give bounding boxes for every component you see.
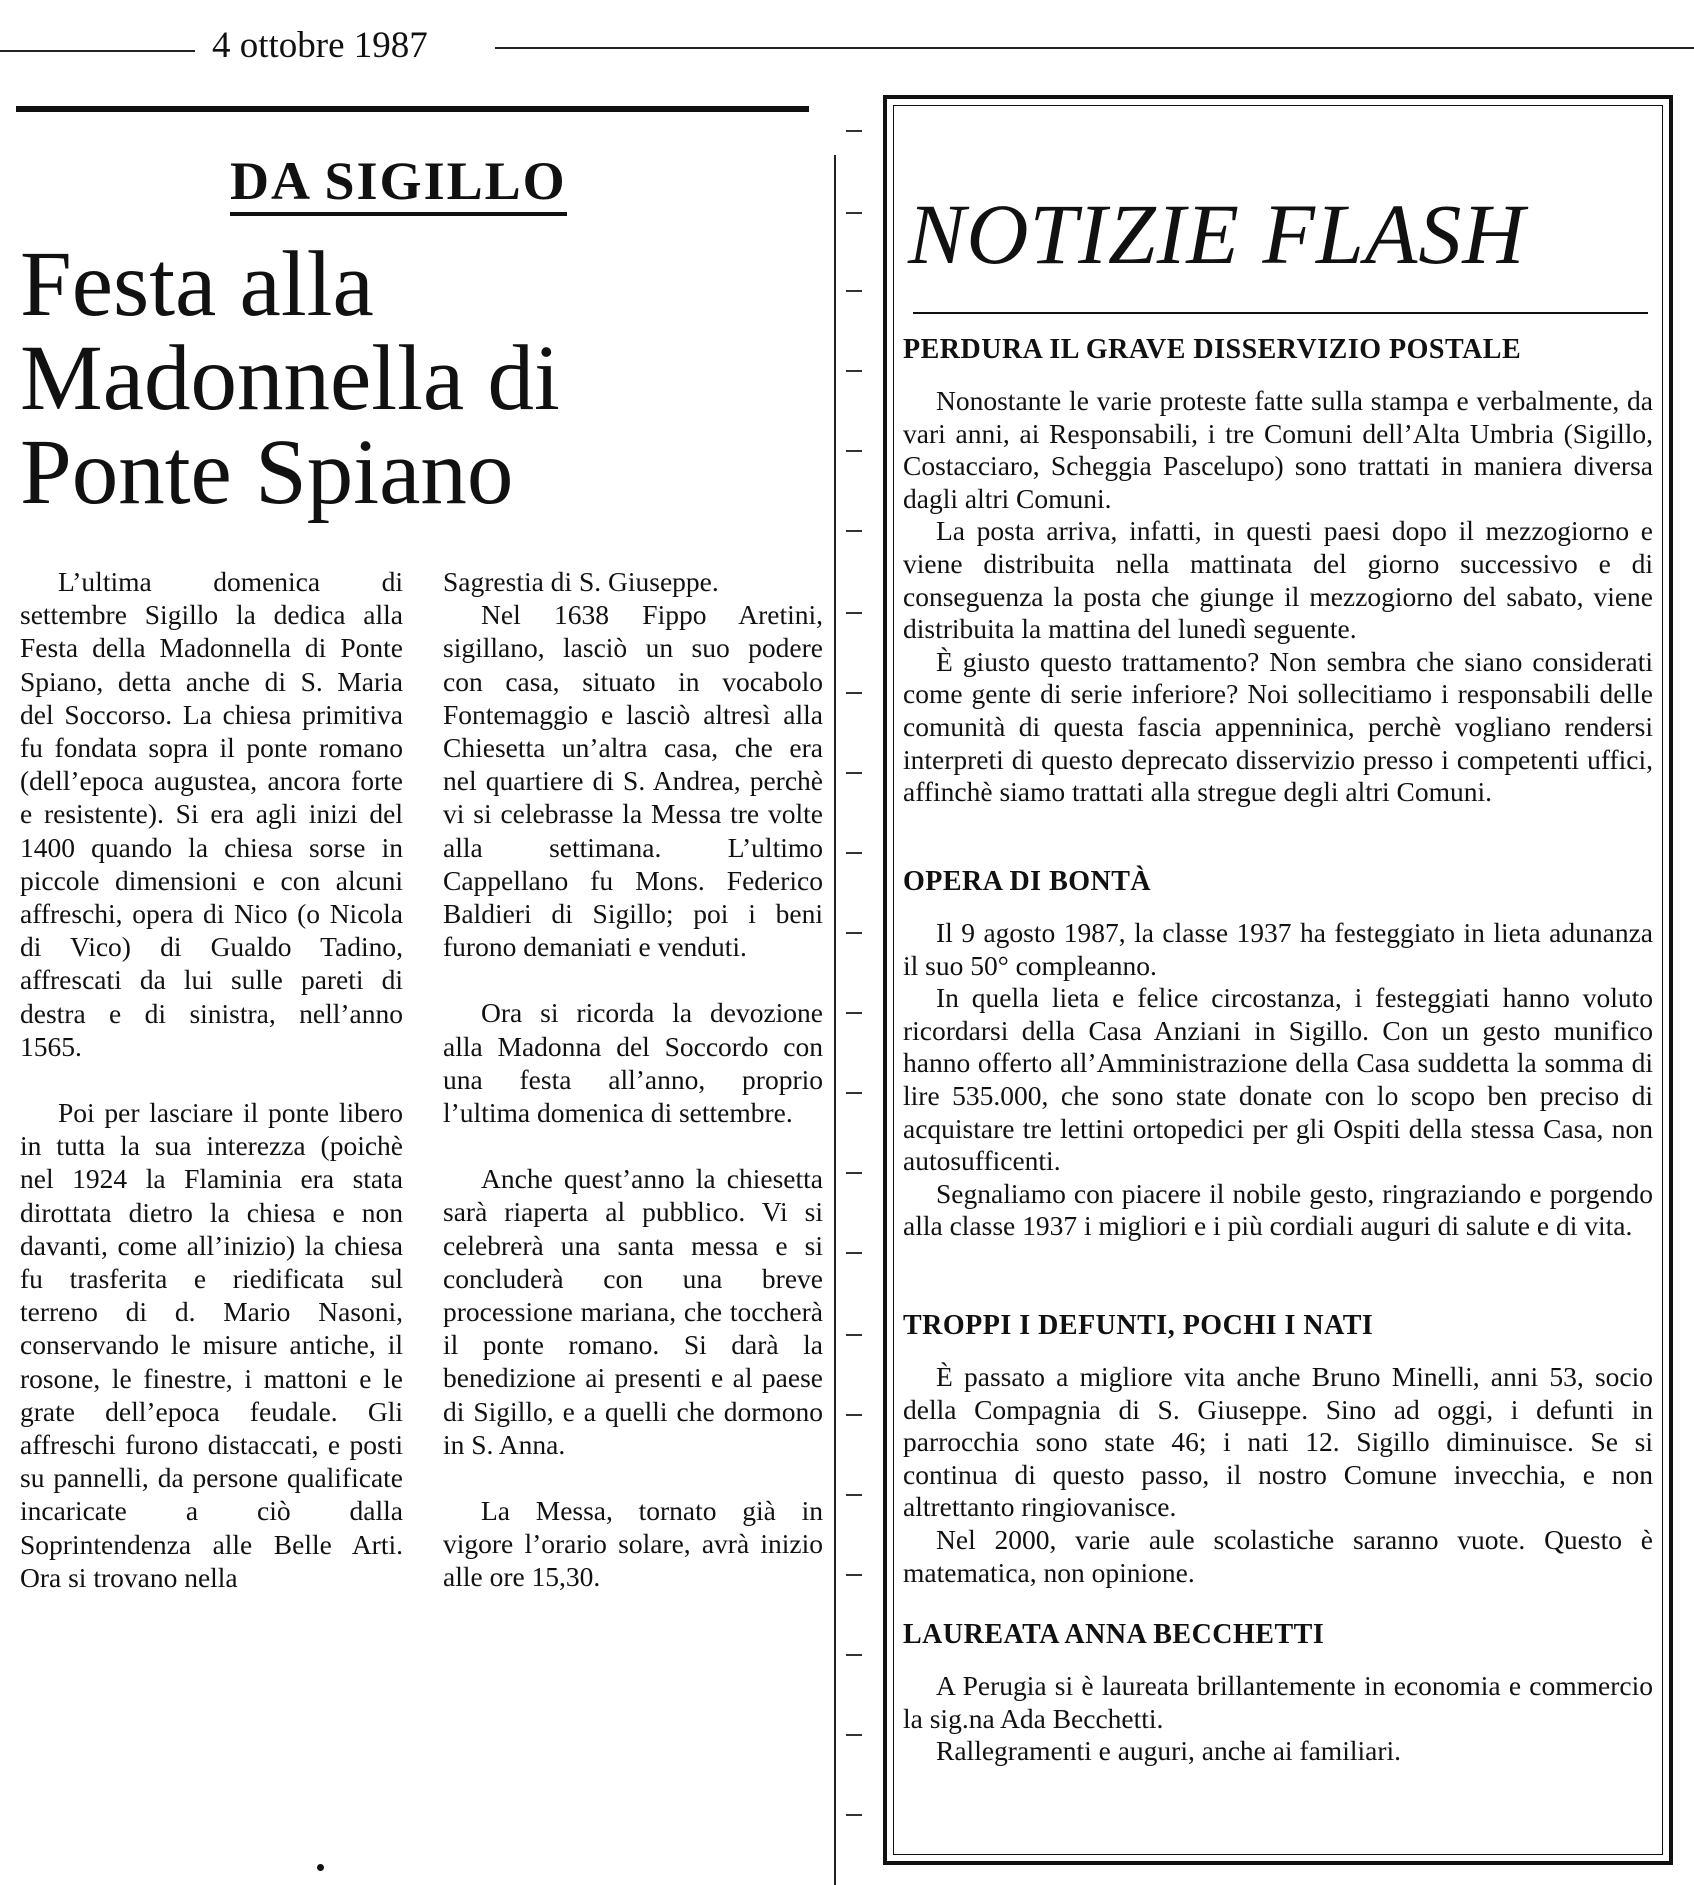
news-item-graduation bbox=[903, 1618, 1653, 1768]
article-paragraph: La Messa, tornato già in vigore l’orario solare, avrà inizio alle ore 15,30. bbox=[443, 1495, 823, 1593]
news-flash-title-rule bbox=[913, 312, 1648, 314]
margin-tick bbox=[846, 692, 862, 694]
news-paragraph: Segnaliamo con piacere il nobile gesto, ringraziando e porgendo alla classe 1937 i migliori e i più cordiali auguri di salute e di vita. bbox=[903, 1177, 1653, 1242]
date-rule-left bbox=[0, 50, 195, 52]
margin-tick bbox=[846, 530, 862, 532]
margin-tick bbox=[846, 1334, 862, 1336]
article-paragraph: Anche quest’anno la chiesetta sarà riaperta al pubblico. Vi si celebrerà una santa messa e si concluderà con una breve processione mariana, che toccherà il ponte romano. Si darà la benedizione ai presenti e al paese di Sigillo, e a quelli che dormono in S. Anna. bbox=[443, 1163, 823, 1460]
news-heading: LAUREATA ANNA BECCHETTI bbox=[903, 1619, 1325, 1650]
margin-tick bbox=[846, 932, 862, 934]
news-paragraph: La posta arriva, infatti, in questi paesi dopo il mezzogiorno e viene distribuita nella mattinata del giorno successivo e di conseguenza la posta che giunge il mezzogiorno del sabato, viene distribuita la mattina del lunedì seguente. bbox=[903, 515, 1653, 645]
margin-tick bbox=[846, 612, 862, 614]
margin-tick bbox=[846, 130, 862, 132]
margin-tick bbox=[846, 1252, 862, 1254]
news-paragraph: È giusto questo trattamento? Non sembra che siano considerati come gente di serie inferiore? Noi sollecitiamo i responsabili delle comunità di questa fascia appenninica, perchè vogliano rendersi interpreti di questo deprecato disservizio presso i competenti uffici, affinchè siamo trattati alla stregue degli altri Comuni. bbox=[903, 645, 1653, 808]
article-column-2 bbox=[443, 565, 823, 1594]
article-paragraph: Poi per lasciare il ponte libero in tutta la sua interezza (poichè nel 1924 la Flaminia era stata dirottata dietro la chiesa e non davanti, come all’inizio) la chiesa fu trasferita e riedificata sul terreno di d. Mario Nasoni, conservando le misure antiche, il rosone, le finestre, i mattoni e le grate dell’epoca feudale. Gli affreschi furono distaccati, e posti su pannelli, da persone qualificate incaricate a ciò dalla Soprintendenza alle Belle Arti. Ora si trovano nella bbox=[20, 1097, 403, 1593]
news-paragraph: Rallegramenti e auguri, anche ai familiari. bbox=[936, 1735, 1402, 1767]
article-kicker: DA SIGILLO bbox=[230, 150, 567, 216]
margin-tick bbox=[846, 1414, 862, 1416]
news-paragraph: Nel 2000, varie aule scolastiche saranno vuote. Questo è matematica, non opinione. bbox=[903, 1523, 1653, 1588]
column-separator bbox=[834, 155, 836, 1885]
news-item-charity bbox=[903, 865, 1653, 1243]
article-top-rule bbox=[16, 106, 809, 112]
headline-line: Madonnella di bbox=[20, 327, 560, 430]
headline-line: Festa alla bbox=[20, 233, 374, 336]
article-paragraph: Ora si ricorda la devozione alla Madonna del Soccordo con una festa all’anno, proprio l’ultima domenica di settembre. bbox=[443, 997, 823, 1129]
news-item-births-deaths bbox=[903, 1309, 1653, 1589]
margin-tick bbox=[846, 772, 862, 774]
margin-tick bbox=[846, 1814, 862, 1816]
margin-tick bbox=[846, 212, 862, 214]
article-paragraph: L’ultima domenica di settembre Sigillo la dedica alla Festa della Madonnella di Ponte Spiano, detta anche di S. Maria del Soccorso. La chiesa primitiva fu fondata sopra il ponte romano (dell’epoca augustea, ancora forte e resistente). Si era agli inizi del 1400 quando la chiesa sorse in piccole dimensioni e con alcuni affreschi, opera di Nico (o Nicola di Vico) di Gualdo Tadino, affrescati da lui sulle pareti di destra e di sinistra, nell’anno 1565. bbox=[20, 566, 403, 1062]
news-flash-title: NOTIZIE FLASH bbox=[908, 186, 1526, 282]
margin-tick bbox=[846, 290, 862, 292]
news-heading: PERDURA IL GRAVE DISSERVIZIO POSTALE bbox=[903, 334, 1522, 365]
margin-tick bbox=[846, 852, 862, 854]
article-column-1 bbox=[20, 565, 403, 1594]
article-headline bbox=[20, 233, 780, 524]
headline-line: Ponte Spiano bbox=[20, 421, 514, 524]
margin-tick bbox=[846, 370, 862, 372]
news-paragraph: Nonostante le varie proteste fatte sulla stampa e verbalmente, da vari anni, ai Responsabili, i tre Comuni dell’Alta Umbria (Sigillo, Costacciaro, Scheggia Pascelupo) sono trattati in maniera diversa dagli altri Comuni. bbox=[903, 385, 1653, 514]
end-dot bbox=[317, 1864, 324, 1871]
margin-tick bbox=[846, 1092, 862, 1094]
news-paragraph: In quella lieta e felice circostanza, i festeggiati hanno voluto ricordarsi della Casa Anziani in Sigillo. Con un gesto munifico hanno offerto all’Amministrazione della Casa suddetta la somma di lire 535.000, che sono state donate con lo scopo ben preciso di acquistare tre lettini ortopedici per gli Ospiti della stessa Casa, non autosufficenti. bbox=[903, 982, 1653, 1177]
article-paragraph: Sagrestia di S. Giuseppe. bbox=[443, 566, 719, 597]
news-paragraph: Il 9 agosto 1987, la classe 1937 ha festeggiato in lieta adunanza il suo 50° compleanno. bbox=[903, 917, 1653, 981]
news-heading: OPERA DI BONTÀ bbox=[903, 866, 1152, 897]
margin-tick bbox=[846, 1012, 862, 1014]
margin-tick bbox=[846, 1172, 862, 1174]
news-item-postal-service bbox=[903, 333, 1653, 809]
date-rule-right bbox=[495, 47, 1694, 49]
article-paragraph: Nel 1638 Fippo Aretini, sigillano, lasciò un suo podere con casa, situato in vocabolo Fontemaggio e lasciò altresì alla Chiesetta un’altra casa, che era nel quartiere di S. Andrea, perchè vi si celebrasse la Messa tre volte alla settimana. L’ultimo Cappellano fu Mons. Federico Baldieri di Sigillo; poi i beni furono demaniati e venduti. bbox=[443, 599, 823, 963]
margin-tick bbox=[846, 450, 862, 452]
margin-tick bbox=[846, 1734, 862, 1736]
margin-tick bbox=[846, 1494, 862, 1496]
news-heading: TROPPI I DEFUNTI, POCHI I NATI bbox=[903, 1310, 1374, 1341]
news-paragraph: A Perugia si è laureata brillantemente in economia e commercio la sig.na Ada Becchetti. bbox=[903, 1670, 1653, 1734]
margin-tick bbox=[846, 1574, 862, 1576]
news-paragraph: È passato a migliore vita anche Bruno Minelli, anni 53, socio della Compagnia di S. Giuseppe. Sino ad oggi, i defunti in parrocchia sono state 46; i nati 12. Sigillo diminuisce. Se si continua di questo passo, il nostro Comune invecchia, e non altrettanto ringiovanisce. bbox=[903, 1361, 1653, 1523]
margin-tick bbox=[846, 1654, 862, 1656]
issue-date: 4 ottobre 1987 bbox=[212, 25, 428, 66]
